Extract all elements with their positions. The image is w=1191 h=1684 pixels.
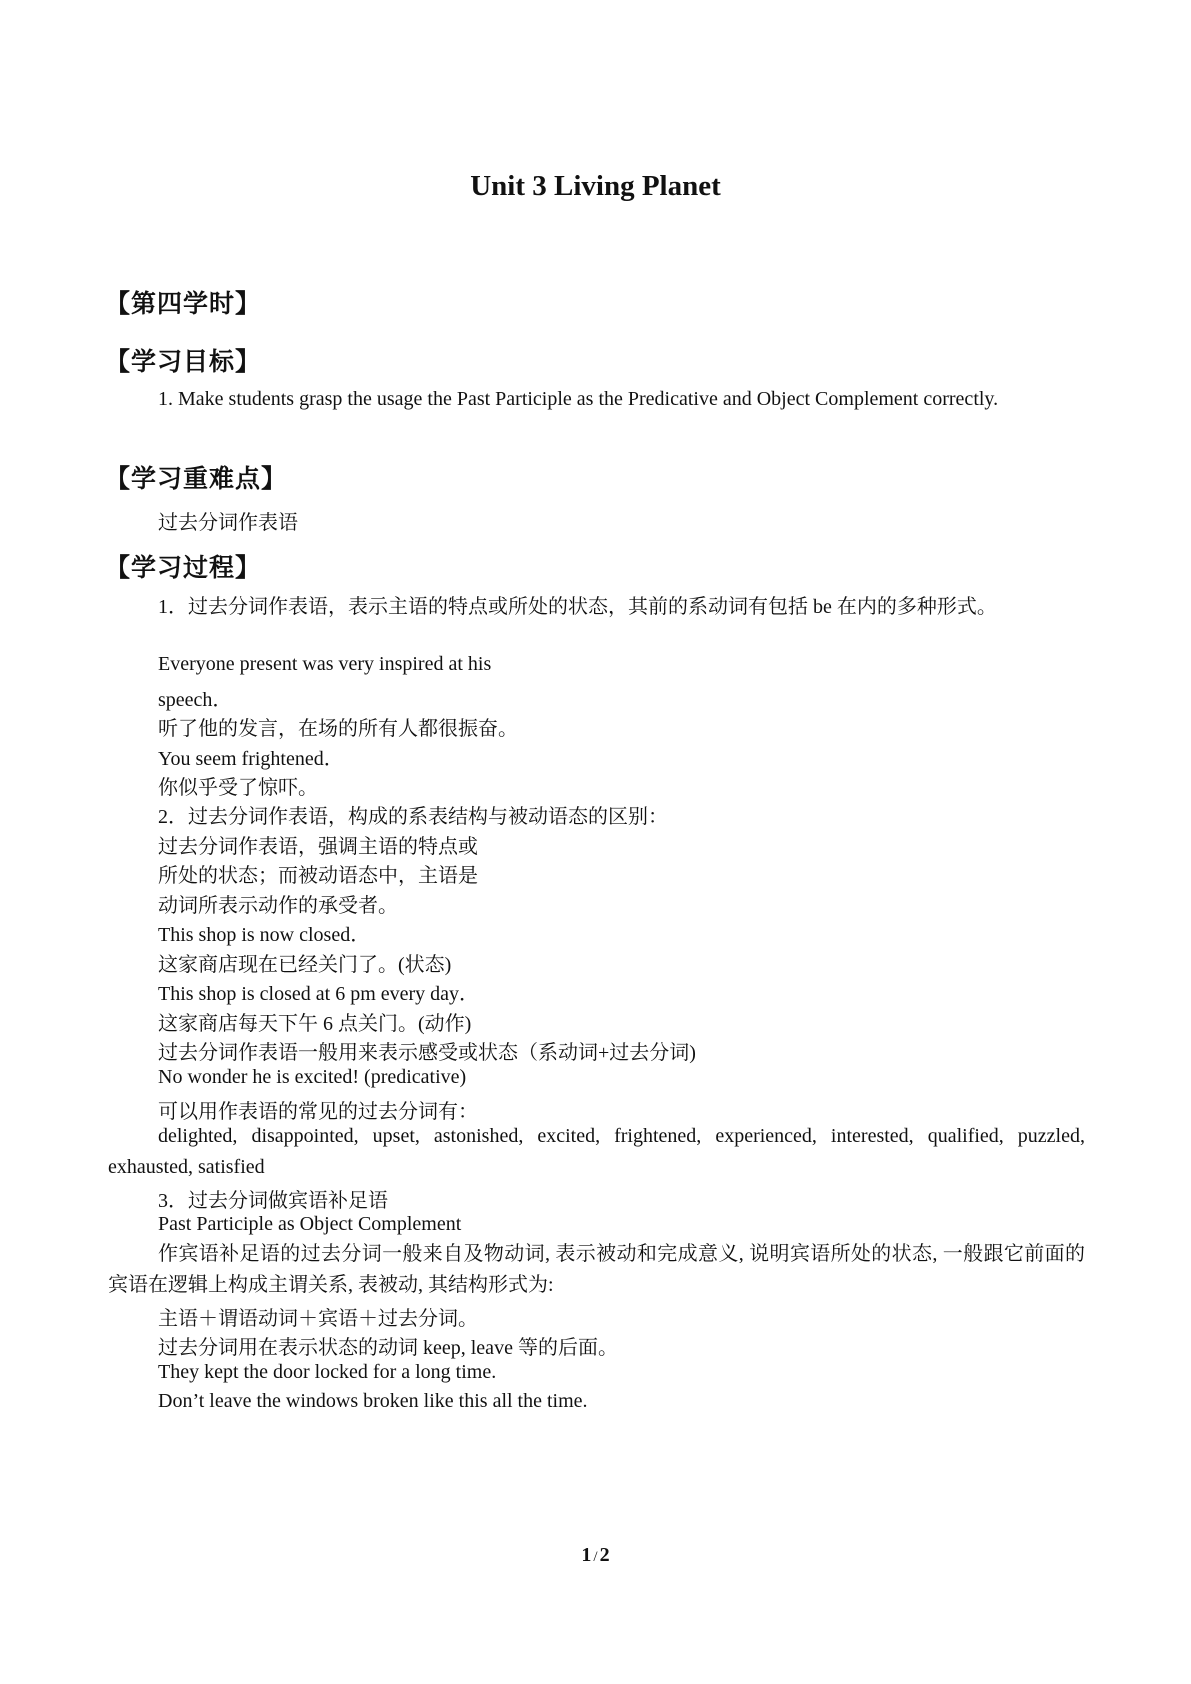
example-line: This shop is now closed． bbox=[158, 924, 371, 946]
example-line: No wonder he is excited! (predicative) bbox=[158, 1066, 467, 1088]
participle-list: delighted, disappointed, upset, astonished, excited, frightened, experienced, interested, qualified, puzzled, exhausted, satisfied bbox=[108, 1125, 1085, 1178]
example-line: Don’t leave the windows broken like this all the time. bbox=[158, 1390, 588, 1412]
explanation-line: 过去分词用在表示状态的动词 keep, leave 等的后面。 bbox=[158, 1337, 618, 1359]
goal-item-1: 1. Make students grasp the usage the Past Participle as the Predicative and Object Complement correctly. bbox=[158, 388, 999, 410]
page-title: Unit 3 Living Planet bbox=[470, 170, 721, 202]
explanation-line: 过去分词作表语，强调主语的特点或 bbox=[158, 836, 478, 858]
explanation-line: 过去分词作表语一般用来表示感受或状态（系动词+过去分词) bbox=[158, 1042, 696, 1064]
heading-process: 【学习过程】 bbox=[105, 553, 262, 582]
heading-key-points: 【学习重难点】 bbox=[105, 464, 288, 493]
explanation-line: 动词所表示动作的承受者。 bbox=[158, 895, 398, 917]
page-number bbox=[0, 1544, 1191, 1567]
page-current: 1 bbox=[581, 1544, 592, 1566]
process-paragraph-3: 作宾语补足语的过去分词一般来自及物动词, 表示被动和完成意义, 说明宾语所处的状态, 一般跟它前面的宾语在逻辑上构成主谓关系, 表被动, 其结构形式为: bbox=[108, 1243, 1085, 1296]
explanation-line: Past Participle as Object Complement bbox=[158, 1213, 462, 1235]
translation-line: 这家商店每天下午 6 点关门。(动作) bbox=[158, 1013, 472, 1035]
translation-line: 这家商店现在已经关门了。(状态) bbox=[158, 954, 452, 976]
example-line: They kept the door locked for a long time. bbox=[158, 1361, 497, 1383]
example-line: Everyone present was very inspired at his bbox=[158, 653, 492, 675]
structure-formula: 主语＋谓语动词＋宾语＋过去分词。 bbox=[158, 1308, 478, 1330]
example-line: This shop is closed at 6 pm every day． bbox=[158, 983, 480, 1005]
example-line: You seem frightened． bbox=[158, 748, 344, 770]
heading-goals: 【学习目标】 bbox=[105, 347, 262, 376]
explanation-line: 所处的状态；而被动语态中，主语是 bbox=[158, 865, 478, 887]
page-separator: / bbox=[593, 1549, 598, 1565]
explanation-line: 可以用作表语的常见的过去分词有： bbox=[158, 1101, 478, 1123]
translation-line: 听了他的发言，在场的所有人都很振奋。 bbox=[158, 718, 518, 740]
key-points-text: 过去分词作表语 bbox=[158, 512, 298, 534]
process-point-3: 3．过去分词做宾语补足语 bbox=[158, 1190, 388, 1212]
process-paragraph-1: 1．过去分词作表语，表示主语的特点或所处的状态，其前的系动词有包括 be 在内的多种形式。 bbox=[158, 596, 997, 618]
page-total: 2 bbox=[599, 1544, 610, 1566]
process-point-2: 2．过去分词作表语，构成的系表结构与被动语态的区别： bbox=[158, 806, 668, 828]
translation-line: 你似乎受了惊吓。 bbox=[158, 777, 318, 799]
heading-lesson: 【第四学时】 bbox=[105, 289, 262, 318]
example-line: speech． bbox=[158, 689, 233, 711]
